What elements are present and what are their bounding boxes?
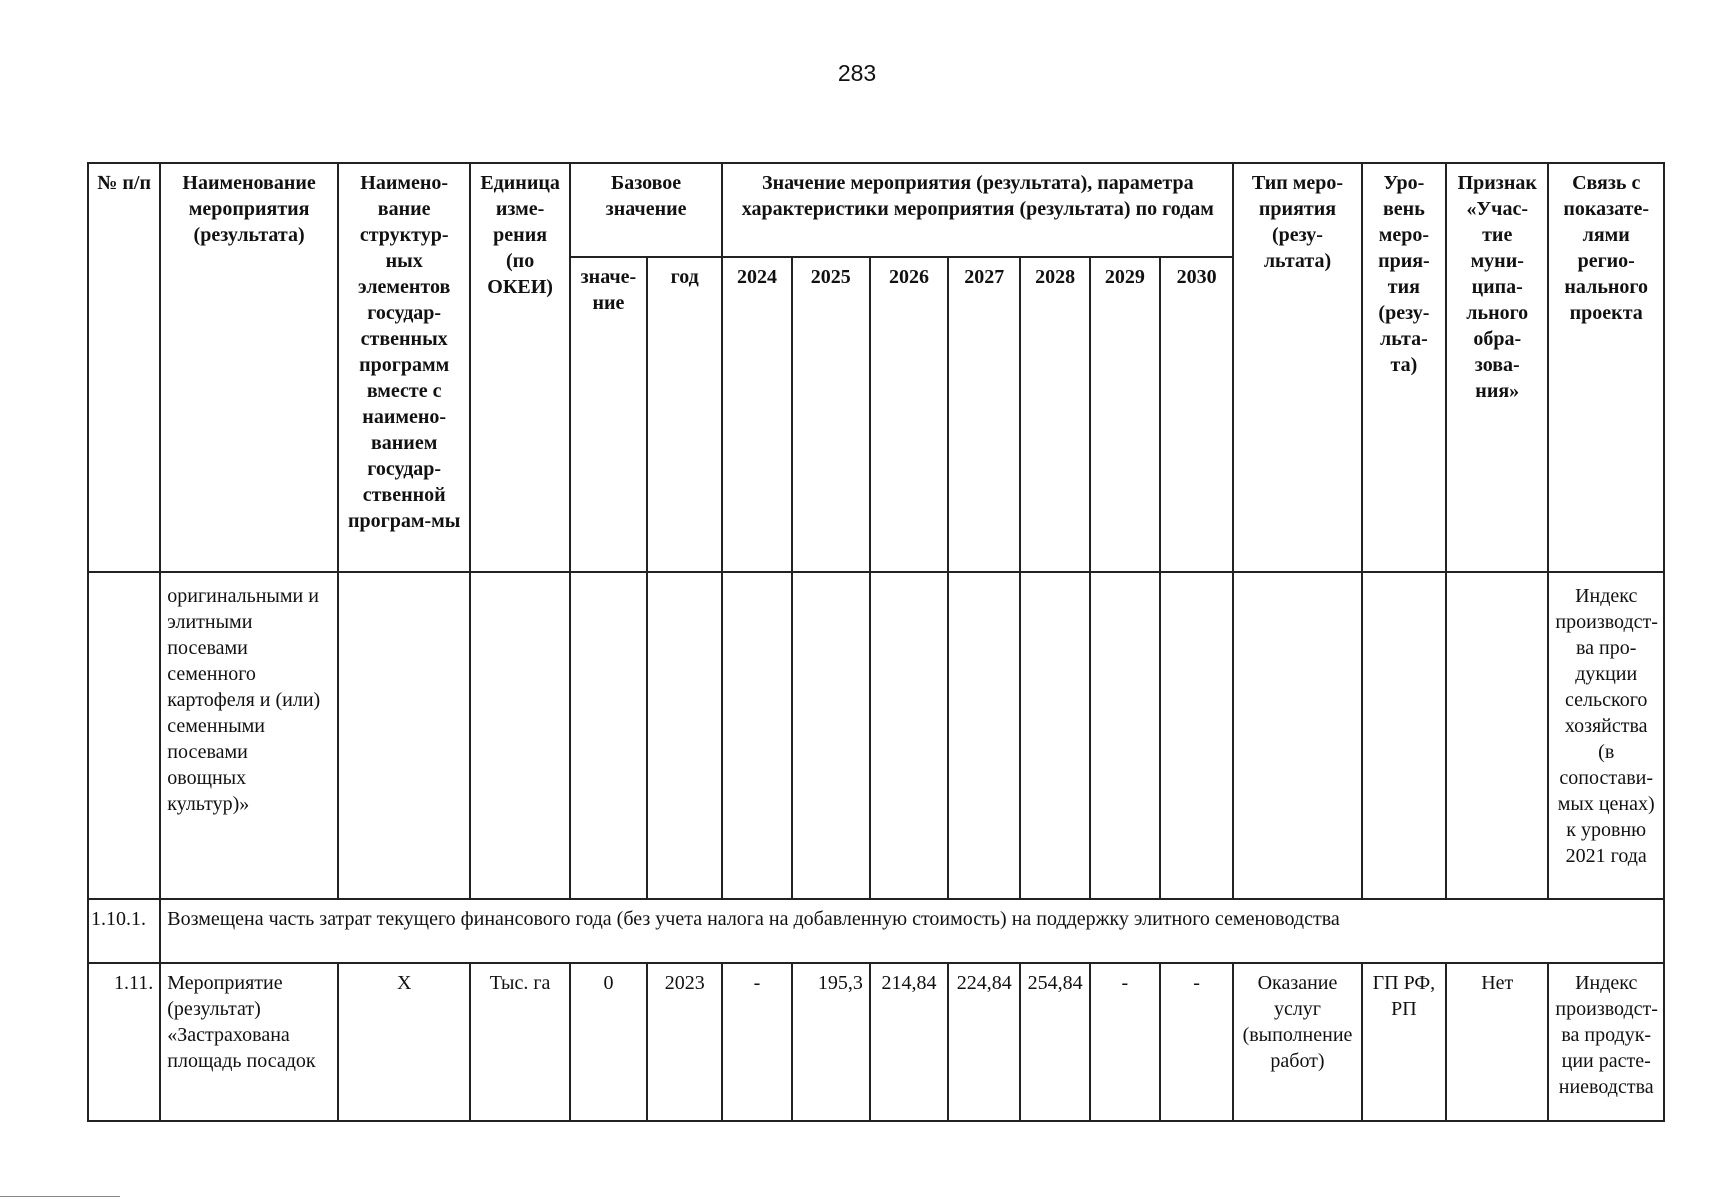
row-111-base-value: 0 — [570, 963, 647, 1121]
header-year-2026: 2026 — [870, 257, 948, 572]
header-base-value: значе-ние — [570, 257, 647, 572]
row-111-unit: Тыс. га — [470, 963, 569, 1121]
row-111-2028: 254,84 — [1020, 963, 1089, 1121]
row-111-struct: X — [338, 963, 471, 1121]
table-row — [88, 572, 1664, 899]
cell-num — [88, 572, 160, 899]
cell-2028 — [1020, 572, 1089, 899]
footer-rule — [0, 1196, 120, 1197]
header-year-2029: 2029 — [1090, 257, 1160, 572]
header-year-2025: 2025 — [792, 257, 870, 572]
header-base-year: год — [647, 257, 722, 572]
cell-level — [1362, 572, 1446, 899]
header-level: Уро-вень меро-прия-тия (резу-льта-та) — [1362, 163, 1446, 572]
row-111-level: ГП РФ, РП — [1362, 963, 1446, 1121]
row-111-2029: - — [1090, 963, 1160, 1121]
header-year-2027: 2027 — [948, 257, 1020, 572]
cell-name: оригинальными и элитными посевами семенного картофеля и (или) семенными посевами овощных культур)» — [160, 572, 338, 899]
row-111-type: Оказание услуг (выполнение работ) — [1233, 963, 1361, 1121]
row-111-2027: 224,84 — [948, 963, 1020, 1121]
cell-struct — [338, 572, 471, 899]
cell-2030 — [1160, 572, 1233, 899]
header-year-2030: 2030 — [1160, 257, 1233, 572]
row-111-2025: 195,3 — [792, 963, 870, 1121]
header-year-2024: 2024 — [722, 257, 791, 572]
header-type: Тип меро-приятия (резу-льтата) — [1233, 163, 1361, 572]
header-name: Наименование мероприятия (результата) — [160, 163, 338, 572]
cell-base-year — [647, 572, 722, 899]
header-year-2028: 2028 — [1020, 257, 1089, 572]
page-number: 283 — [837, 60, 877, 86]
cell-base-value — [570, 572, 647, 899]
table-row — [88, 963, 1664, 1121]
header-struct: Наимено-вание структур-ных элементов государ-ственных программ вместе с наимено-ванием государ-ственной програм-мы — [338, 163, 471, 572]
table-row-span — [88, 899, 1664, 963]
cell-type — [1233, 572, 1361, 899]
cell-municipal — [1446, 572, 1548, 899]
cell-2026 — [870, 572, 948, 899]
header-row-1 — [88, 163, 1664, 257]
row-111-link: Индекс производст-ва продук-ции расте-ниеводства — [1548, 963, 1664, 1121]
row-111-name: Мероприятие (результат) «Застрахована площадь посадок — [160, 963, 338, 1121]
row-111-municipal: Нет — [1446, 963, 1548, 1121]
header-link: Связь с показате-лями регио-нального проекта — [1548, 163, 1664, 572]
row-111-base-year: 2023 — [647, 963, 722, 1121]
measures-table — [87, 162, 1665, 1122]
cell-link: Индекс производст-ва про-дукции сельского хозяйства (в сопостави-мых ценах) к уровню 2021 года — [1548, 572, 1664, 899]
header-unit: Единица изме-рения (по ОКЕИ) — [470, 163, 569, 572]
cell-2025 — [792, 572, 870, 899]
cell-2027 — [948, 572, 1020, 899]
cell-2029 — [1090, 572, 1160, 899]
span-row-text: Возмещена часть затрат текущего финансового года (без учета налога на добавленную стоимость) на поддержку элитного семеноводства — [160, 899, 1664, 963]
row-111-num: 1.11. — [88, 963, 160, 1121]
row-111-2030: - — [1160, 963, 1233, 1121]
header-years-group: Значение мероприятия (результата), параметра характеристики мероприятия (результата) по годам — [722, 163, 1233, 257]
header-municipal: Признак «Учас-тие муни-ципа-льного обра-зова-ния» — [1446, 163, 1548, 572]
cell-unit — [470, 572, 569, 899]
span-row-num: 1.10.1. — [88, 899, 160, 963]
cell-2024 — [722, 572, 791, 899]
row-111-2026: 214,84 — [870, 963, 948, 1121]
header-num: № п/п — [88, 163, 160, 572]
header-base: Базовое значение — [570, 163, 723, 257]
row-111-2024: - — [722, 963, 791, 1121]
